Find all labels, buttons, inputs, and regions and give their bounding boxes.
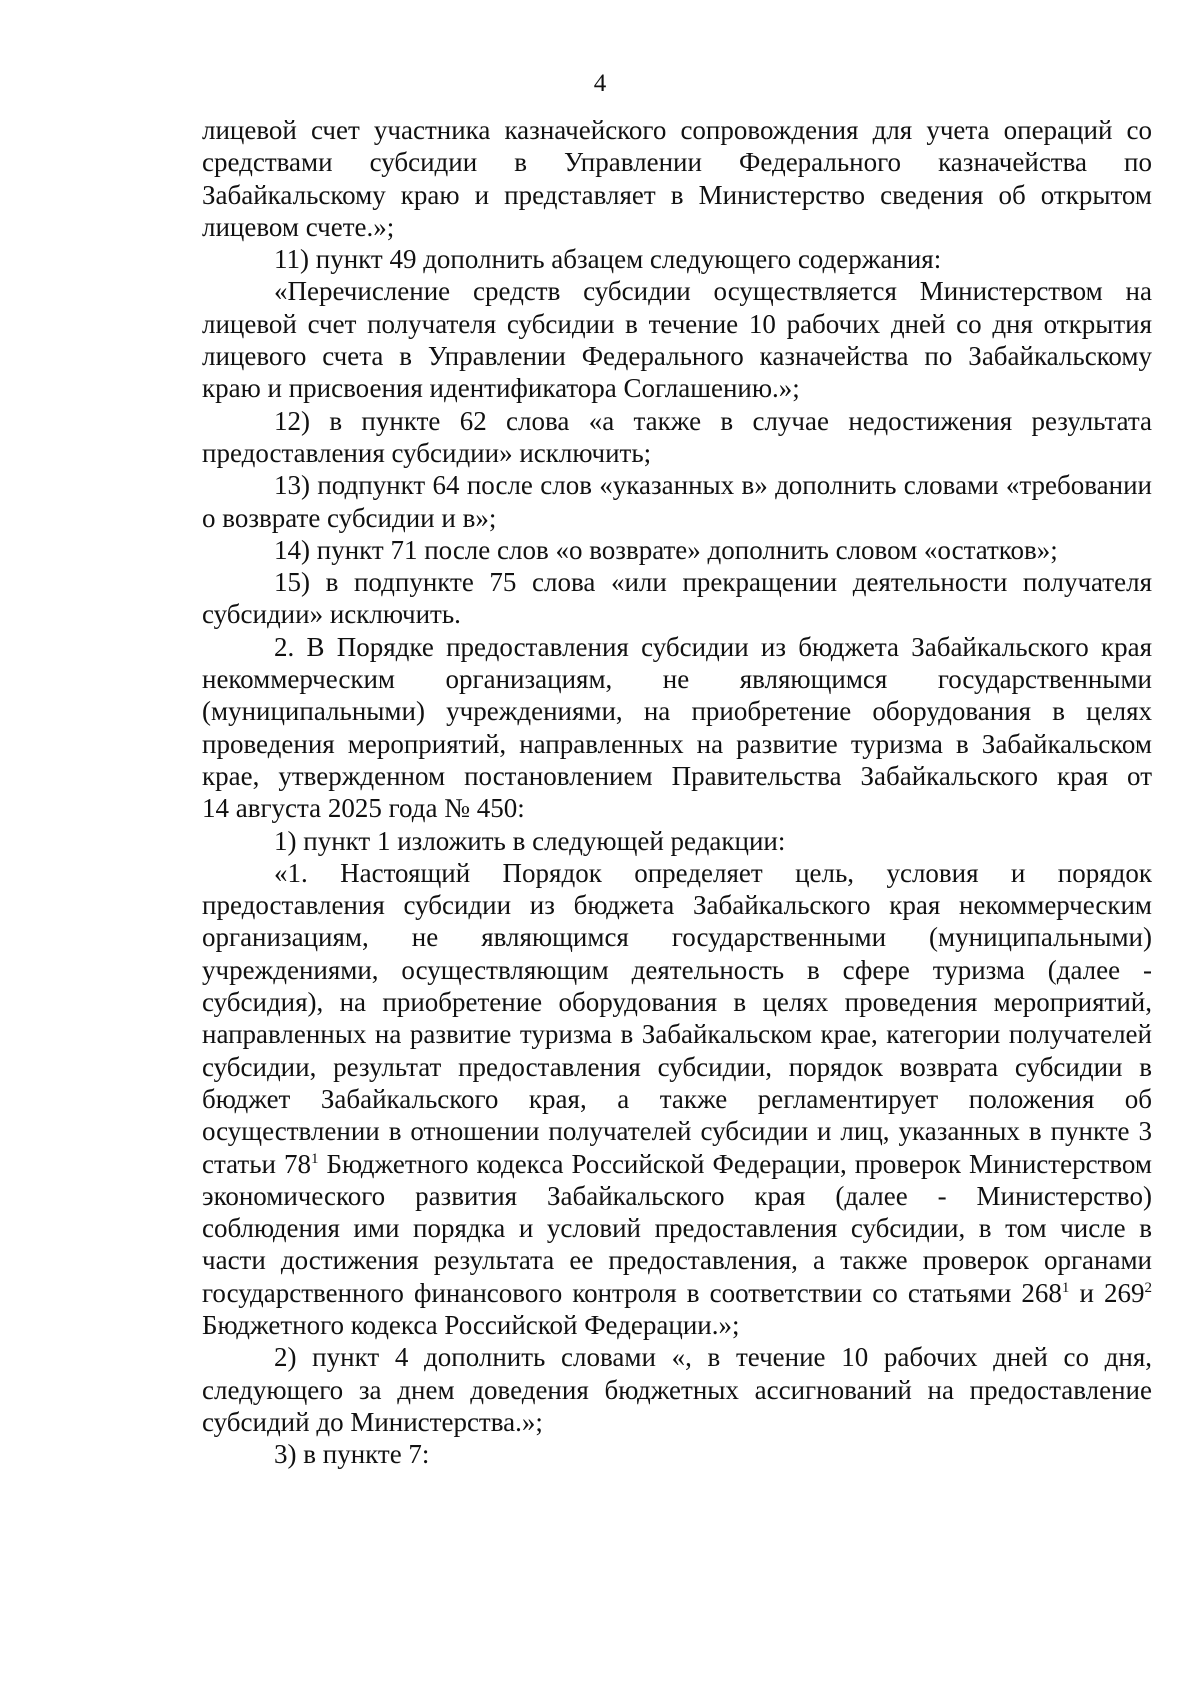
paragraph-section-2: 2. В Порядке предоставления субсидии из бюджета Забайкальского края некоммерческим организациям, не являющимся государственными (муниципальными) учреждениями, на приобретение оборудования в целях проведения мероприятий, направленных на развитие туризма в Забайкальском крае, утвержденном постановлением Правительства Забайкальского края от bbox=[202, 631, 1152, 791]
superscript-1: 1 bbox=[310, 1150, 319, 1167]
document-body bbox=[202, 114, 1152, 1470]
paragraph-item-14: 14) пункт 71 после слов «о возврате» дополнить словом «остатков»; bbox=[274, 534, 1058, 565]
quote-text-part-3: и 269 bbox=[1069, 1277, 1145, 1308]
page-number: 4 bbox=[593, 70, 607, 97]
quote-text-part-2: Бюджетного кодекса Российской Федерации, проверок Министерством экономического развития Забайкальского края (далее - Министерство) соблюдения ими порядка и условий предоставления субсидии, в том числе в части достижения результата ее предоставления, а также проверок органами государственного финансового контроля в соответствии со статьями 268 bbox=[202, 1148, 1152, 1308]
paragraph-item-11: 11) пункт 49 дополнить абзацем следующего содержания: bbox=[274, 244, 942, 275]
paragraph-item-12: 12) в пункте 62 слова «а также в случае недостижения результата предоставления субсидии» исключить; bbox=[202, 405, 1152, 468]
paragraph-quote-point-1 bbox=[202, 857, 1152, 1341]
paragraph-date: 14 августа 2025 года № 450: bbox=[202, 793, 525, 824]
quote-text-part-4: Бюджетного кодекса Российской Федерации.»; bbox=[202, 1309, 740, 1340]
paragraph-continuation: лицевой счет участника казначейского сопровождения для учета операций со средствами субсидии в Управлении Федерального казначейства по Забайкальскому краю и представляет в Министерство сведения об открытом лицевом счете.»; bbox=[202, 115, 1152, 242]
quote-text-part-1: «1. Настоящий Порядок определяет цель, условия и порядок предоставления субсидии из бюджета Забайкальского края некоммерческим организациям, не являющимся государственными (муниципальными) учреждениями, осуществляющим деятельность в сфере туризма (далее - субсидия), на приобретение оборудования в целях проведения мероприятий, направленных на развитие туризма в Забайкальском крае, категории получателей субсидии, результат предоставления субсидии, порядок возврата субсидии в бюджет Забайкальского края, а также регламентирует положения об осуществлении в отношении получателей субсидии и лиц, указанных в пункте 3 статьи 78 bbox=[202, 857, 1152, 1179]
paragraph-item-1: 1) пункт 1 изложить в следующей редакции: bbox=[274, 825, 786, 856]
superscript-2: 1 bbox=[1061, 1279, 1070, 1296]
superscript-3: 2 bbox=[1144, 1279, 1152, 1296]
paragraph-item-15: 15) в подпункте 75 слова «или прекращении деятельности получателя субсидии» исключить. bbox=[202, 567, 1152, 630]
paragraph-item-13: 13) подпункт 64 после слов «указанных в» дополнить словами «требовании о возврате субсидии и в»; bbox=[202, 470, 1152, 533]
paragraph-item-2: 2) пункт 4 дополнить словами «, в течение 10 рабочих дней со дня, следующего за днем доведения бюджетных ассигнований на предоставление субсидий до Министерства.»; bbox=[202, 1342, 1152, 1437]
paragraph-quote-transfer: «Перечисление средств субсидии осуществляется Министерством на лицевой счет получателя субсидии в течение 10 рабочих дней со дня открытия лицевого счета в Управлении Федерального казначейства по Забайкальскому краю и присвоения идентификатора Соглашению.»; bbox=[202, 276, 1152, 404]
paragraph-item-3: 3) в пункте 7: bbox=[274, 1439, 430, 1470]
